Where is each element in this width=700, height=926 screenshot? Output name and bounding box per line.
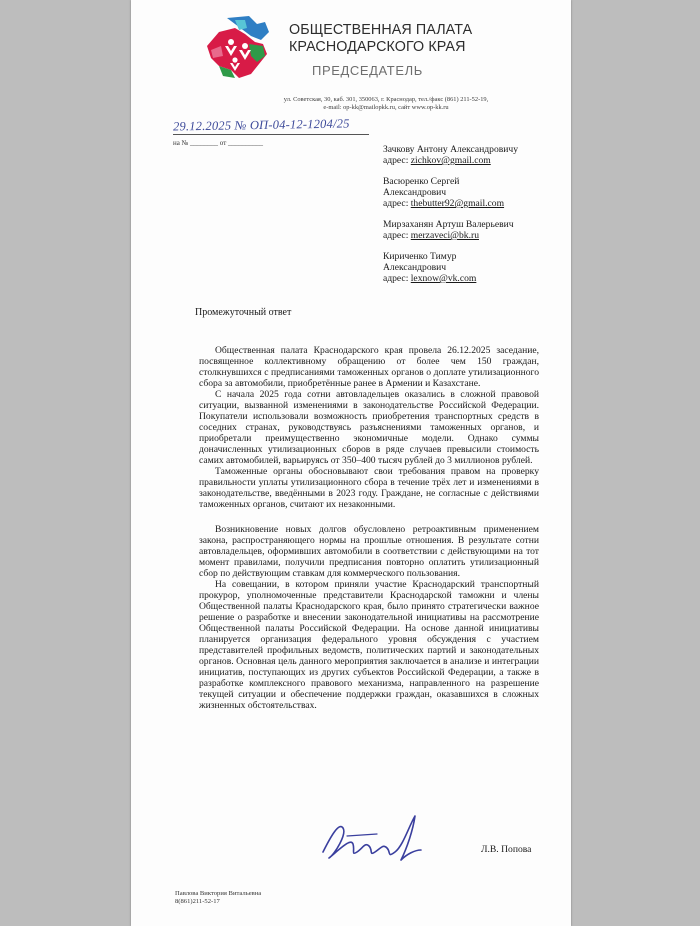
org-name-line2: КРАСНОДАРСКОГО КРАЯ bbox=[289, 39, 466, 55]
recipient bbox=[383, 251, 563, 284]
recipient-email[interactable]: zichkov@gmail.com bbox=[410, 155, 491, 166]
recipient-patronymic: Александрович bbox=[383, 262, 447, 273]
recipients-block bbox=[383, 144, 563, 294]
letter-subject: Промежуточный ответ bbox=[195, 307, 292, 318]
address-line-1: ул. Советская, 30, каб. 301, 350063, г. Краснодар, тел./факс (861) 211-52-19, bbox=[283, 96, 489, 103]
executor-phone: 8(861)211-52-17 bbox=[175, 898, 220, 905]
address-line-2: e-mail: op-kk@mailopkk.ru, сайт www.op-kk.ru bbox=[323, 104, 449, 111]
recipient-email[interactable]: thebutter92@gmail.com bbox=[410, 198, 505, 209]
email-label: адрес: bbox=[383, 230, 409, 241]
email-label: адрес: bbox=[383, 198, 409, 209]
recipient-email[interactable]: lexnow@vk.com bbox=[410, 273, 477, 284]
recipient-patronymic: Александрович bbox=[383, 187, 447, 198]
handwritten-registration: 29.12.2025 № ОП-04-12-1204/25 bbox=[172, 116, 350, 134]
recipient-name: Мирзаханян Артуш Валерьевич bbox=[383, 219, 514, 230]
registration-underline bbox=[173, 134, 369, 135]
body-paragraph: Общественная палата Краснодарского края провела 26.12.2025 заседание, посвященное коллективному обращению от более чем 150 граждан, столкнувшихся с предписаниями таможенных органов о доплате утилизационного сбора за автомобили, приобретённые ранее в Армении и Казахстане. bbox=[199, 345, 539, 389]
position-title: ПРЕДСЕДАТЕЛЬ bbox=[312, 63, 423, 78]
org-name-line1: ОБЩЕСТВЕННАЯ ПАЛАТА bbox=[289, 22, 473, 38]
body-paragraph: С начала 2025 года сотни автовладельцев оказались в сложной правовой ситуации, вызванной изменениями в законодательстве Российской Федерации. Покупатели использовали возможность приобретения транспортных средств в соседних странах, руководствуясь разъяснениями таможенных органов, и приобретали преимущественно экономичные модели. Однако суммы доначисленных утилизационных сборов в ряде случаев превысили стоимость самих автомобилей, варьируясь от 350–400 тысяч рублей до 3 миллионов рублей. bbox=[199, 389, 539, 466]
letterhead-address bbox=[231, 96, 541, 112]
signature-icon bbox=[317, 808, 427, 872]
executor-name: Павлова Виктория Витальевна bbox=[175, 890, 262, 897]
chamber-logo-icon bbox=[205, 16, 271, 78]
recipient bbox=[383, 219, 563, 241]
executor-block bbox=[175, 890, 261, 906]
recipient-name: Васюренко Сергей bbox=[383, 176, 460, 187]
recipient-name: Зачкову Антону Александровичу bbox=[383, 144, 519, 155]
recipient bbox=[383, 176, 563, 209]
body-paragraph: Возникновение новых долгов обусловлено ретроактивным применением закона, распространяющего нормы на прошлые отношения. В результате сотни автовладельцев, оформивших автомобили в соответствии с действующими на тот момент правилами, получили предписания повторно оплатить утилизационный сбор по действующим ставкам для коммерческого пользования. bbox=[199, 524, 539, 579]
recipient-name: Кириченко Тимур bbox=[383, 251, 457, 262]
body-paragraph: На совещании, в котором приняли участие Краснодарский транспортный прокурор, уполномоченные представители Краснодарской таможни и члены Общественной палаты Краснодарского края, было принято стратегически важное решение о разработке и внесении законодательной инициативы на рассмотрение Общественной палаты Российской Федерации. На основе данной инициативы планируется организация федерального уровня обсуждения с участием представителей профильных ведомств, политических партий и законодательных органов. Основная цель данного мероприятия заключается в анализе и интеграции инициатив, поступающих из других субъектов Российской Федерации, а также в разработке комплексного правового механизма, направленного на разрешение текущей ситуации и обеспечение поддержки граждан, оказавшихся в сложных жизненных обстоятельствах. bbox=[199, 579, 539, 711]
reference-number-template: на № ________ от __________ bbox=[173, 139, 263, 147]
letter-page bbox=[131, 0, 571, 926]
email-label: адрес: bbox=[383, 273, 409, 284]
recipient bbox=[383, 144, 563, 166]
body-paragraph: Таможенные органы обосновывают свои требования правом на проверку правильности уплаты утилизационного сбора в течение трёх лет и изменениями в законодательстве, введёнными в 2023 году. Граждане, не согласные с действиями таможенных органов, считают их незаконными. bbox=[199, 466, 539, 510]
recipient-email[interactable]: merzaveci@bk.ru bbox=[410, 230, 479, 241]
signer-name: Л.В. Попова bbox=[481, 844, 532, 855]
letter-body bbox=[199, 345, 539, 711]
email-label: адрес: bbox=[383, 155, 409, 166]
